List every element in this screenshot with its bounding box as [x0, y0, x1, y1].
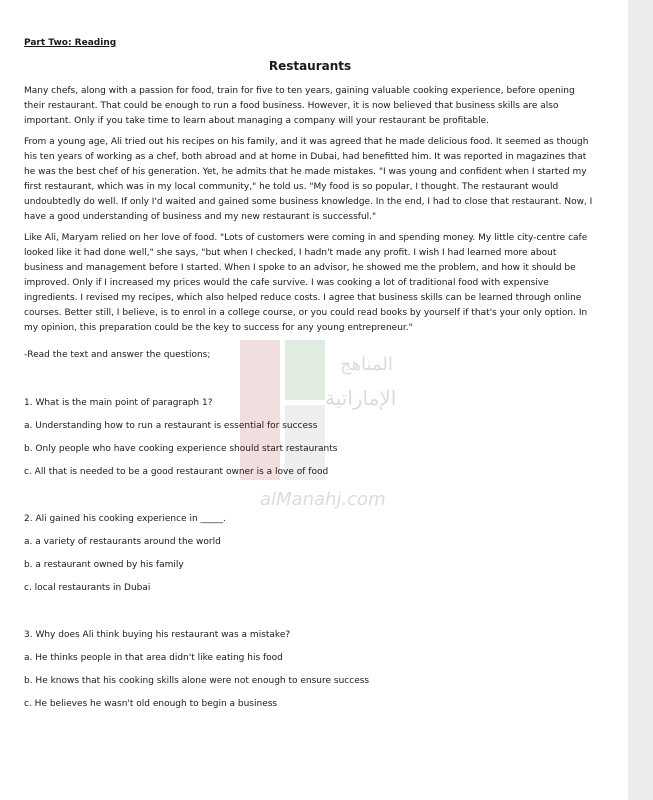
option-c: c. local restaurants in Dubai [24, 583, 151, 593]
watermark-latin: alManahj.com [260, 489, 386, 510]
option-b: b. a restaurant owned by his family [24, 560, 184, 570]
watermark-arabic-1: المناهج [340, 354, 393, 375]
paragraph-3: Like Ali, Maryam relied on her love of food. "Lots of customers were coming in and spending money. My little city-centre cafe looked like it had done well," she says, "but when I checked, I hadn't made any profit. I wish I had learned more about business and management before I started. When I spoke to an advisor, he showed me the problem, and how it should be improved. Only if I increased my prices would the cafe survive. I was cooking a lot of traditional food with expensive ingredients. I revised my recipes, which also helped reduce costs. I agree that business skills can be learned through online courses. Better still, I believe, is to enrol in a college course, or you could read books by yourself if that's your only option. In my opinion, this preparation could be the key to success for any young entrepreneur." [24, 233, 588, 333]
question-text: 2. Ali gained his cooking experience in _____. [24, 514, 226, 524]
paragraph-1: Many chefs, along with a passion for food, train for five to ten years, gaining valuable cooking experience, before opening their restaurant. That could be enough to run a food business. However, it is now believed that business skills are also important. Only if you take time to learn about managing a company will your restaurant be profitable. [24, 86, 575, 126]
option-a: a. He thinks people in that area didn't like eating his food [24, 653, 283, 663]
paragraph-2: From a young age, Ali tried out his recipes on his family, and it was agreed that he made delicious food. It seemed as though his ten years of working as a chef, both abroad and at home in Dubai, had benefitted him. It was reported in magazines that he was the best chef of his generation. Yet, he admits that he made mistakes. "I was young and confident when I started my first restaurant, which was in my local community," he told us. "My food is so popular, I thought. The restaurant would undoubtedly do well. If only I'd waited and gained some business knowledge. In the end, I had to close that restaurant. Now, I have a good understanding of business and my new restaurant is successful." [24, 137, 593, 222]
question-text: 3. Why does Ali think buying his restaurant was a mistake? [24, 630, 291, 640]
question-2 [24, 512, 596, 604]
option-c: c. He believes he wasn't old enough to begin a business [24, 699, 278, 709]
document-title: Restaurants [268, 59, 352, 73]
option-a: a. Understanding how to run a restaurant is essential for success [24, 421, 318, 431]
part-heading: Part Two: Reading [24, 38, 117, 48]
option-c: c. All that is needed to be a good restaurant owner is a love of food [24, 467, 329, 477]
question-text: 1. What is the main point of paragraph 1? [24, 398, 213, 408]
option-b: b. He knows that his cooking skills alone were not enough to ensure success [24, 676, 370, 686]
option-a: a. a variety of restaurants around the world [24, 537, 221, 547]
option-b: b. Only people who have cooking experience should start restaurants [24, 444, 338, 454]
scrollbar-track[interactable] [628, 0, 653, 800]
instruction-text: -Read the text and answer the questions; [24, 350, 211, 360]
question-1 [24, 396, 596, 488]
watermark-arabic-2: الإماراتية [325, 386, 397, 410]
question-3 [24, 628, 596, 720]
